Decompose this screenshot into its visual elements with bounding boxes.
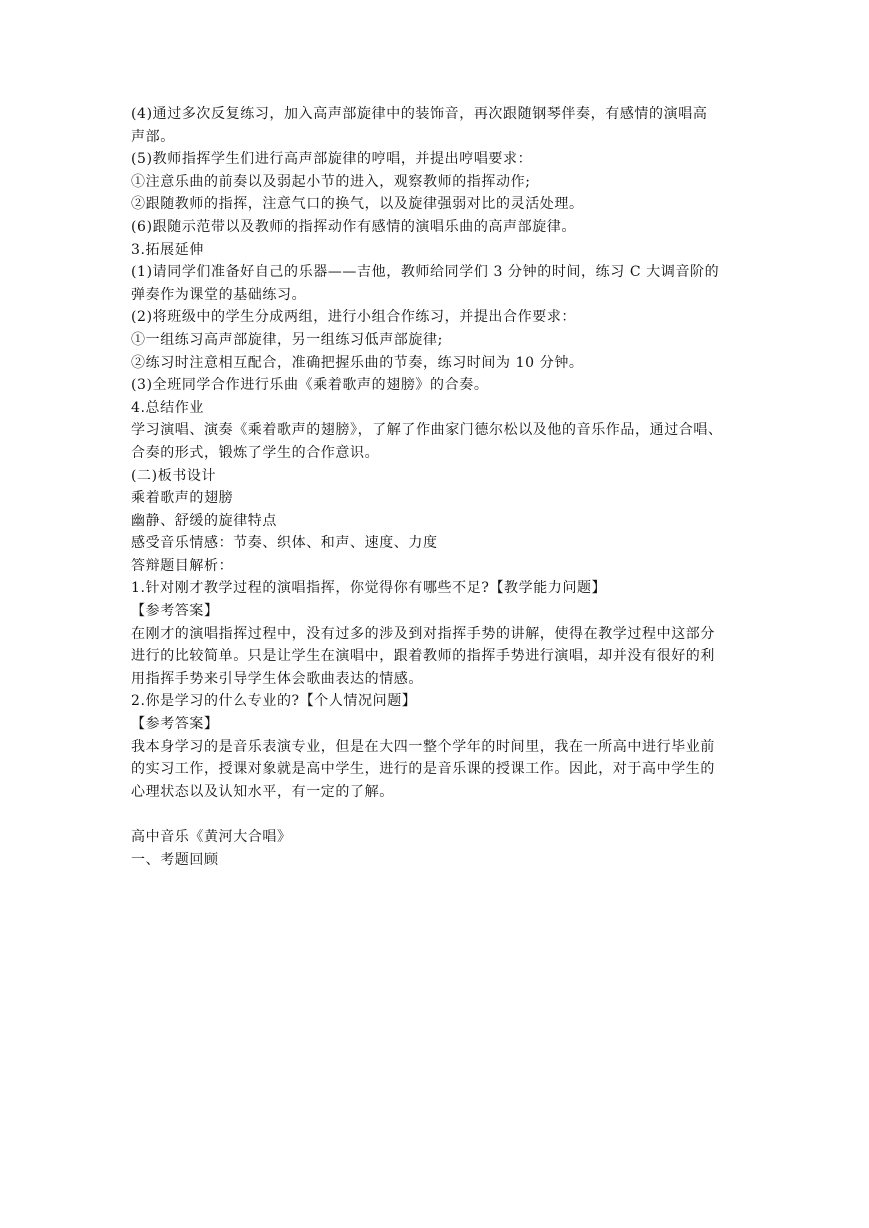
section-heading: 一、考题回顾 — [131, 851, 219, 868]
text-line: 弹奏作为课堂的基础练习。 — [131, 286, 307, 303]
section-heading: 答辩题目解析： — [131, 557, 234, 574]
text-line: (4)通过多次反复练习，加入高声部旋律中的装饰音，再次跟随钢琴伴奏，有感情的演唱高 — [131, 106, 708, 122]
text-line: 幽静、舒缓的旋律特点 — [131, 512, 277, 529]
text-line: (5)教师指挥学生们进行高声部旋律的哼唱，并提出哼唱要求： — [131, 151, 533, 168]
text-line: 进行的比较简单。只是让学生在演唱中，跟着教师的指挥手势进行演唱，却并没有很好的利 — [131, 648, 715, 665]
text-line: 用指挥手势来引导学生体会歌曲表达的情感。 — [131, 670, 423, 687]
question-line: 2.你是学习的什么专业的?【个人情况问题】 — [131, 693, 417, 710]
text-line: 感受音乐情感：节奏、织体、和声、速度、力度 — [131, 535, 438, 552]
text-line: 心理状态以及认知水平，有一定的了解。 — [131, 783, 394, 800]
text-line: 在刚才的演唱指挥过程中，没有过多的涉及到对指挥手势的讲解，使得在教学过程中这部分 — [131, 625, 715, 642]
section-heading: 3.拓展延伸 — [131, 241, 204, 258]
text-line: ②练习时注意相互配合，准确把握乐曲的节奏，练习时间为 10 分钟。 — [131, 354, 584, 371]
section-heading: 4.总结作业 — [131, 399, 204, 416]
text-line: 声部。 — [131, 128, 175, 145]
text-line: 合奏的形式，锻炼了学生的合作意识。 — [131, 444, 380, 461]
text-line: (6)跟随示范带以及教师的指挥动作有感情的演唱乐曲的高声部旋律。 — [131, 218, 577, 235]
text-line: ①注意乐曲的前奏以及弱起小节的进入，观察教师的指挥动作; — [131, 173, 531, 190]
section-heading: (二)板书设计 — [131, 467, 217, 484]
text-line: (3)全班同学合作进行乐曲《乘着歌声的翅膀》的合奏。 — [131, 377, 489, 394]
text-line: 学习演唱、演奏《乘着歌声的翅膀》，了解了作曲家门德尔松以及他的音乐作品，通过合唱、 — [131, 422, 723, 439]
text-line: ②跟随教师的指挥，注意气口的换气，以及旋律强弱对比的灵活处理。 — [131, 196, 584, 213]
text-line: 乘着歌声的翅膀 — [131, 490, 234, 507]
text-line: 的实习工作，授课对象就是高中学生，进行的是音乐课的授课工作。因此，对于高中学生的 — [131, 761, 715, 778]
section-title: 高中音乐《黄河大合唱》 — [131, 829, 292, 845]
text-line: 我本身学习的是音乐表演专业，但是在大四一整个学年的时间里，我在一所高中进行毕业前 — [131, 738, 715, 755]
question-line: 1.针对刚才教学过程的演唱指挥，你觉得你有哪些不足?【教学能力问题】 — [131, 580, 607, 597]
text-line: (1)请同学们准备好自己的乐器——吉他，教师给同学们 3 分钟的时间，练习 C 大调音阶的 — [131, 264, 720, 281]
answer-label: 【参考答案】 — [131, 603, 219, 620]
text-line: ①一组练习高声部旋律，另一组练习低声部旋律; — [131, 331, 443, 348]
answer-label: 【参考答案】 — [131, 716, 219, 733]
blank-line — [131, 803, 751, 826]
document-page — [131, 103, 751, 871]
text-line: (2)将班级中的学生分成两组，进行小组合作练习，并提出合作要求： — [131, 309, 577, 326]
